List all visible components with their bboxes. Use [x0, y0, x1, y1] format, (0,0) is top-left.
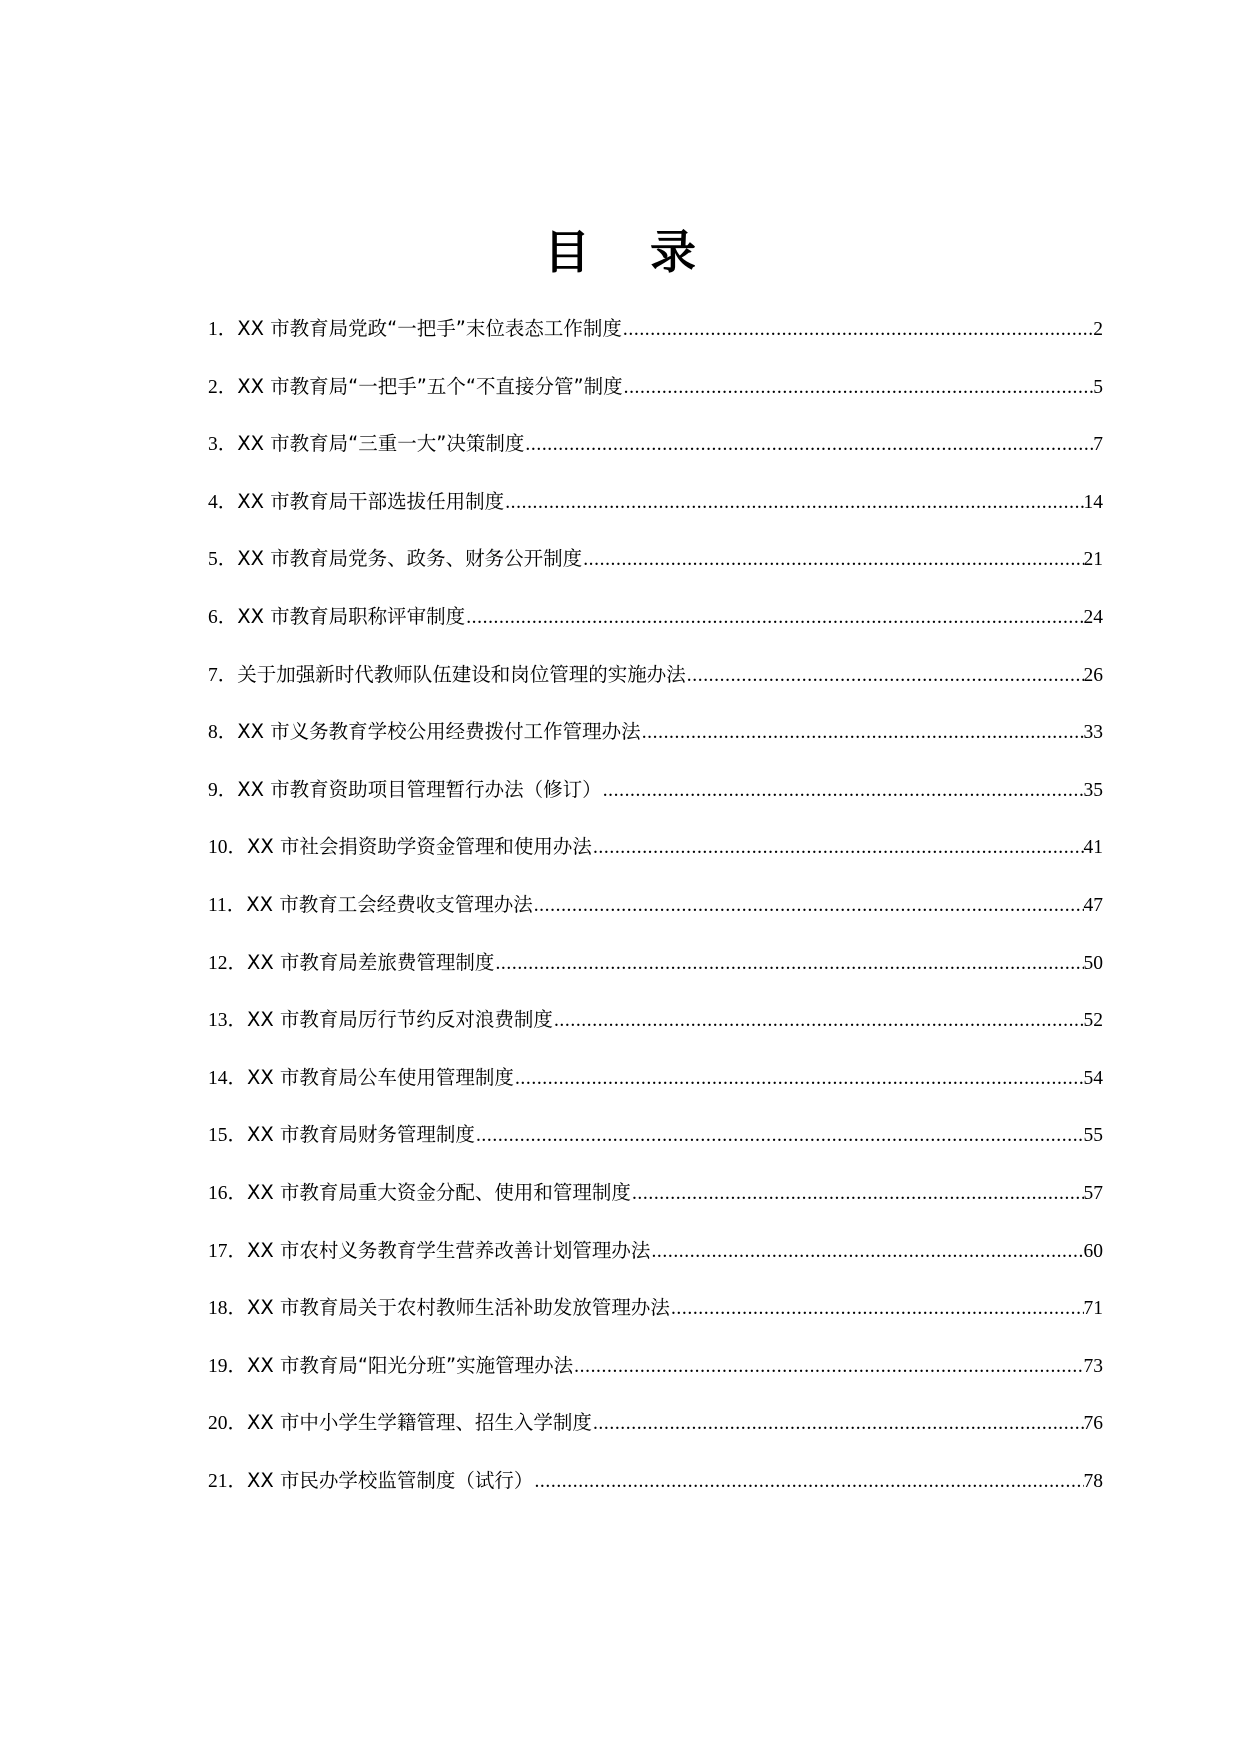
toc-entry-title: XX 市教育局“阳光分班”实施管理办法 [247, 1353, 574, 1377]
toc-entry-page-number: 55 [1083, 1125, 1103, 1147]
toc-dot-leader [514, 1068, 1084, 1090]
toc-entry-number: 14． [208, 1067, 248, 1089]
toc-dot-leader [592, 1413, 1084, 1435]
toc-entry[interactable] [208, 313, 1103, 371]
toc-entry[interactable] [208, 716, 1103, 774]
toc-entry-page-number: 2 [1093, 319, 1103, 340]
toc-entry-title: XX 市教育局党务、政务、财务公开制度 [237, 547, 583, 571]
toc-entry[interactable] [208, 1062, 1103, 1120]
toc-entry-page-number: 57 [1083, 1182, 1103, 1204]
toc-entry[interactable] [208, 371, 1103, 429]
toc-entry[interactable] [208, 947, 1103, 1005]
toc-entry-number: 5． [208, 549, 238, 571]
toc-dot-leader [533, 1471, 1083, 1493]
toc-entry[interactable] [208, 1350, 1103, 1408]
toc-entry-title: XX 市教育局“三重一大”决策制度 [237, 432, 525, 456]
toc-dot-leader [582, 549, 1083, 571]
toc-entry-number: 11． [208, 894, 247, 916]
toc-entry-number: 20． [208, 1413, 248, 1435]
toc-entry-title: XX 市教育局厉行节约反对浪费制度 [247, 1008, 553, 1032]
toc-dot-leader [465, 607, 1083, 629]
toc-entry-number: 7． [208, 664, 238, 686]
toc-entry-title: XX 市教育局职称评审制度 [237, 604, 466, 628]
toc-entry-title: XX 市教育局财务管理制度 [247, 1123, 475, 1147]
toc-entry-number: 19． [208, 1355, 248, 1377]
toc-entry-page-number: 54 [1083, 1067, 1103, 1089]
toc-dot-leader [623, 377, 1094, 399]
toc-entry[interactable] [208, 1119, 1103, 1177]
toc-entry[interactable] [208, 1292, 1103, 1350]
toc-entry-title: XX 市教育工会经费收支管理办法 [246, 892, 533, 916]
toc-entry-title: XX 市教育局党政“一把手”末位表态工作制度 [237, 317, 622, 340]
toc-entry-title: XX 市教育局干部选拔任用制度 [237, 489, 505, 513]
toc-dot-leader [504, 492, 1083, 514]
toc-entry-page-number: 26 [1083, 664, 1103, 686]
toc-entry-page-number: 14 [1083, 491, 1103, 513]
toc-entry-title: XX 市教育局差旅费管理制度 [247, 950, 495, 974]
toc-entry-page-number: 76 [1083, 1413, 1103, 1435]
toc-entry-title: XX 市教育局重大资金分配、使用和管理制度 [247, 1180, 631, 1204]
toc-dot-leader [602, 780, 1084, 802]
toc-entry-title: XX 市教育局公车使用管理制度 [247, 1065, 514, 1089]
toc-entry-page-number: 24 [1083, 606, 1103, 628]
toc-entry[interactable] [208, 543, 1103, 601]
toc-entry-number: 1． [208, 319, 238, 340]
toc-dot-leader [553, 1010, 1084, 1032]
toc-entry-number: 3． [208, 434, 238, 456]
toc-entry[interactable] [208, 774, 1103, 832]
toc-entry-title: XX 市教育资助项目管理暂行办法（修订） [237, 777, 602, 801]
toc-entry-number: 9． [208, 779, 238, 801]
toc-entry[interactable] [208, 1177, 1103, 1235]
toc-dot-leader [686, 665, 1084, 687]
toc-entry-page-number: 60 [1083, 1240, 1103, 1262]
toc-dot-leader [622, 319, 1093, 341]
toc-dot-leader [592, 837, 1084, 859]
toc-dot-leader [670, 1298, 1084, 1320]
toc-entry[interactable] [208, 1465, 1103, 1523]
toc-entry-page-number: 35 [1083, 779, 1103, 801]
toc-entry-page-number: 50 [1083, 952, 1103, 974]
toc-entry[interactable] [208, 1004, 1103, 1062]
toc-entry-number: 2． [208, 376, 238, 398]
toc-entry-number: 6． [208, 606, 238, 628]
toc-dot-leader [533, 895, 1084, 917]
toc-dot-leader [475, 1125, 1084, 1147]
toc-entry[interactable] [208, 889, 1103, 947]
toc-entry[interactable] [208, 601, 1103, 659]
toc-entry[interactable] [208, 831, 1103, 889]
toc-list [208, 313, 1103, 1522]
toc-entry-page-number: 71 [1083, 1298, 1103, 1320]
toc-entry-title: XX 市义务教育学校公用经费拨付工作管理办法 [237, 720, 641, 744]
toc-entry-title: 关于加强新时代教师队伍建设和岗位管理的实施办法 [237, 662, 686, 686]
toc-entry[interactable] [208, 1407, 1103, 1465]
toc-entry-number: 15． [208, 1125, 248, 1147]
toc-entry-number: 10． [208, 837, 248, 859]
toc-dot-leader [631, 1183, 1084, 1205]
toc-entry[interactable] [208, 486, 1103, 544]
toc-entry[interactable] [208, 428, 1103, 486]
toc-dot-leader [494, 953, 1083, 975]
toc-entry-number: 12． [208, 952, 248, 974]
toc-entry[interactable] [208, 1235, 1103, 1293]
toc-dot-leader [524, 434, 1093, 456]
toc-entry-title: XX 市民办学校监管制度（试行） [247, 1468, 534, 1492]
toc-dot-leader [641, 722, 1084, 744]
toc-entry-page-number: 5 [1093, 376, 1103, 398]
toc-dot-leader [650, 1241, 1083, 1263]
toc-entry-page-number: 78 [1083, 1470, 1103, 1492]
toc-entry-title: XX 市教育局关于农村教师生活补助发放管理办法 [247, 1296, 670, 1320]
toc-entry-number: 18． [208, 1298, 248, 1320]
toc-entry-page-number: 52 [1083, 1010, 1103, 1032]
toc-entry-title: XX 市中小学生学籍管理、招生入学制度 [247, 1411, 592, 1435]
toc-entry-number: 4． [208, 491, 238, 513]
toc-entry-title: XX 市农村义务教育学生营养改善计划管理办法 [247, 1238, 651, 1262]
toc-entry-number: 16． [208, 1182, 248, 1204]
toc-entry-number: 8． [208, 722, 238, 744]
toc-entry-number: 21． [208, 1470, 248, 1492]
toc-entry-page-number: 73 [1083, 1355, 1103, 1377]
toc-title: 目 录 [543, 225, 718, 279]
toc-entry-page-number: 33 [1083, 722, 1103, 744]
toc-entry-page-number: 47 [1083, 894, 1103, 916]
toc-entry-page-number: 7 [1093, 434, 1103, 456]
toc-entry[interactable] [208, 659, 1103, 717]
toc-dot-leader [573, 1356, 1083, 1378]
toc-entry-page-number: 41 [1083, 837, 1103, 859]
toc-entry-page-number: 21 [1083, 549, 1103, 571]
toc-entry-title: XX 市教育局“一把手”五个“不直接分管”制度 [237, 374, 623, 398]
toc-entry-number: 13． [208, 1010, 248, 1032]
toc-entry-number: 17． [208, 1240, 248, 1262]
toc-entry-title: XX 市社会捐资助学资金管理和使用办法 [247, 835, 592, 859]
